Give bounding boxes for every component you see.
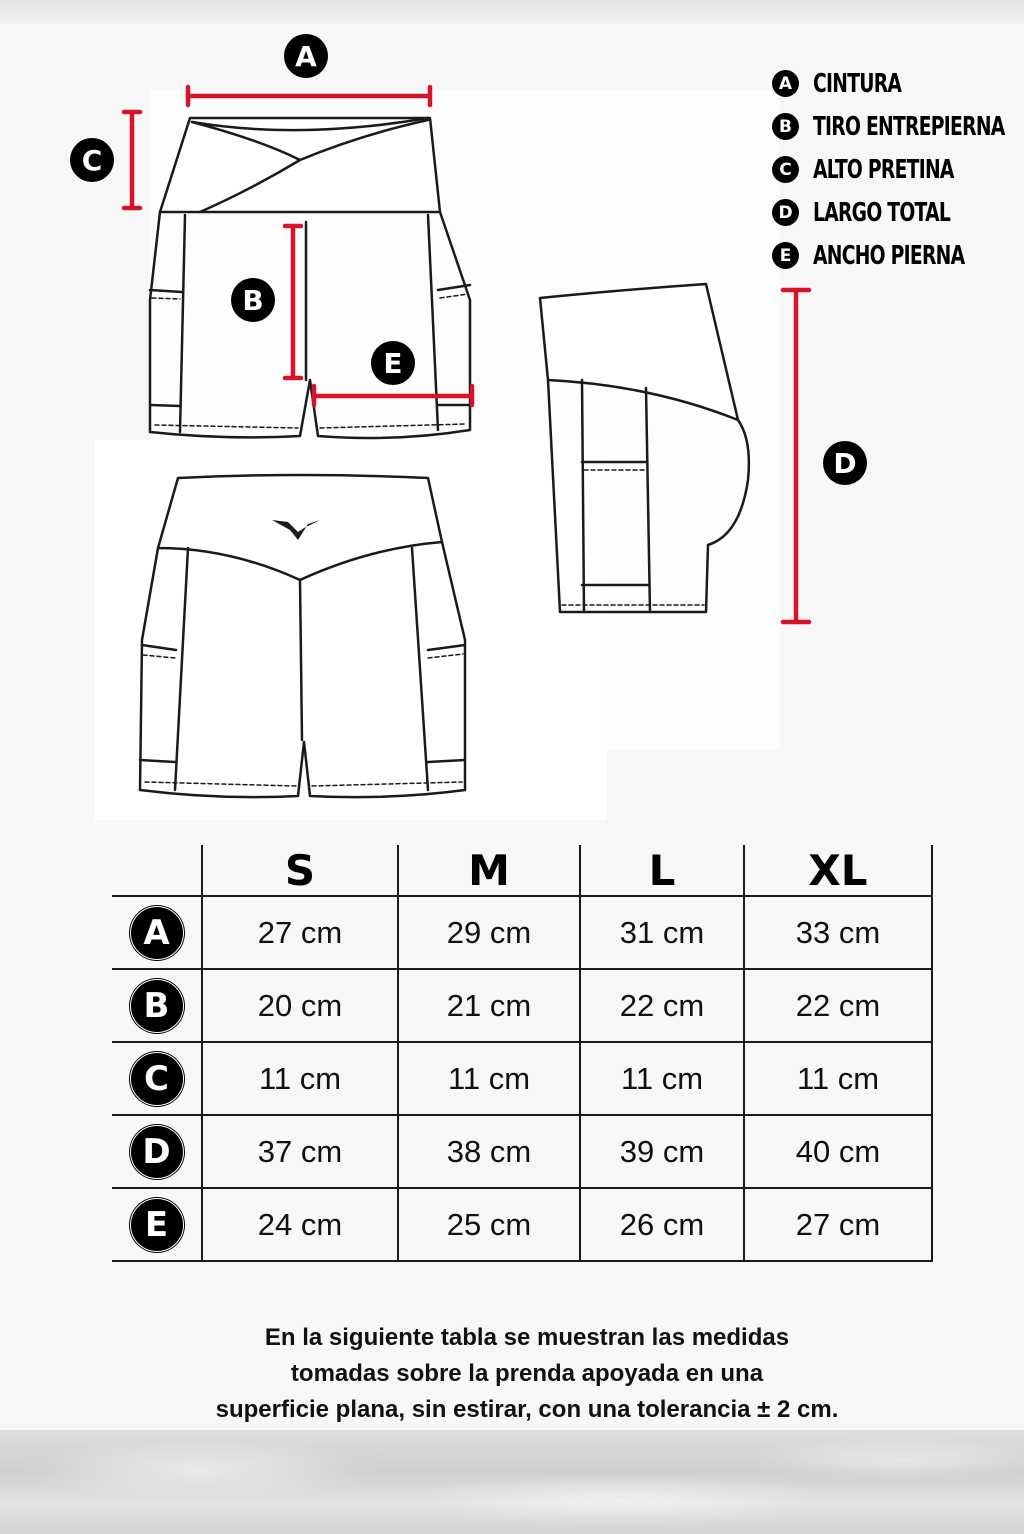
measurement-legend	[772, 62, 1022, 277]
table-cell: 22 cm	[580, 969, 744, 1042]
legend-label: LARGO TOTAL	[813, 197, 951, 228]
row-badge-d: D	[130, 1125, 184, 1179]
table-cell: 31 cm	[580, 896, 744, 969]
svg-text:D: D	[833, 447, 857, 480]
marker-e	[371, 341, 415, 385]
header-size-l: L	[580, 845, 744, 896]
table-cell: 21 cm	[398, 969, 580, 1042]
background-fabric-texture	[0, 1430, 1024, 1534]
table-cell: 33 cm	[744, 896, 932, 969]
svg-text:B: B	[242, 284, 264, 317]
table-cell: 11 cm	[744, 1042, 932, 1115]
note-line-1: En la siguiente tabla se muestran las medidas	[264, 1324, 790, 1351]
legend-badge: D	[772, 199, 799, 226]
table-cell: 22 cm	[744, 969, 932, 1042]
svg-text:A: A	[295, 40, 317, 73]
legend-item-b	[772, 105, 1022, 148]
table-cell: 26 cm	[580, 1188, 744, 1261]
table-row	[112, 896, 932, 969]
table-cell: 11 cm	[580, 1042, 744, 1115]
legend-item-e	[772, 234, 1022, 277]
measure-line-c	[124, 112, 140, 208]
marker-a	[284, 34, 328, 78]
size-chart-table	[112, 845, 933, 1262]
header-size-s: S	[202, 845, 398, 896]
header-size-m: M	[398, 845, 580, 896]
marker-b	[231, 278, 275, 322]
table-cell: 38 cm	[398, 1115, 580, 1188]
row-badge-e: E	[130, 1198, 184, 1252]
table-cell: 39 cm	[580, 1115, 744, 1188]
legend-badge: C	[772, 156, 799, 183]
legend-item-d	[772, 191, 1022, 234]
marker-c	[70, 138, 114, 182]
table-row	[112, 969, 932, 1042]
row-badge-c: C	[130, 1052, 184, 1106]
legend-label: CINTURA	[813, 68, 902, 99]
header-size-xl: XL	[744, 845, 932, 896]
measurement-note	[112, 1320, 942, 1428]
row-badge-a: A	[130, 906, 184, 960]
note-line-2: tomadas sobre la prenda apoyada en una	[290, 1360, 764, 1387]
table-header-row	[112, 845, 932, 896]
table-cell: 11 cm	[398, 1042, 580, 1115]
table-row	[112, 1115, 932, 1188]
row-badge-b: B	[130, 979, 184, 1033]
marker-d	[823, 441, 867, 485]
table-cell: 29 cm	[398, 896, 580, 969]
measure-line-d	[783, 290, 809, 622]
table-cell: 11 cm	[202, 1042, 398, 1115]
legend-label: TIRO ENTREPIERNA	[813, 111, 1005, 142]
table-cell: 24 cm	[202, 1188, 398, 1261]
legend-badge: B	[772, 113, 799, 140]
svg-text:E: E	[383, 347, 403, 380]
table-cell: 40 cm	[744, 1115, 932, 1188]
svg-text:C: C	[81, 144, 103, 177]
row-label	[112, 1188, 202, 1261]
row-label	[112, 896, 202, 969]
table-cell: 27 cm	[202, 896, 398, 969]
row-label	[112, 1042, 202, 1115]
legend-item-c	[772, 148, 1022, 191]
header-blank	[112, 845, 202, 896]
table-cell: 37 cm	[202, 1115, 398, 1188]
table-cell: 20 cm	[202, 969, 398, 1042]
legend-label: ALTO PRETINA	[813, 154, 954, 185]
row-label	[112, 1115, 202, 1188]
legend-badge: A	[772, 70, 799, 97]
legend-badge: E	[772, 242, 799, 269]
note-line-3: superficie plana, sin estirar, con una tolerancia ± 2 cm.	[215, 1396, 839, 1423]
legend-item-a	[772, 62, 1022, 105]
legend-label: ANCHO PIERNA	[813, 240, 965, 271]
table-cell: 27 cm	[744, 1188, 932, 1261]
table-row	[112, 1042, 932, 1115]
table-row	[112, 1188, 932, 1261]
row-label	[112, 969, 202, 1042]
table-cell: 25 cm	[398, 1188, 580, 1261]
